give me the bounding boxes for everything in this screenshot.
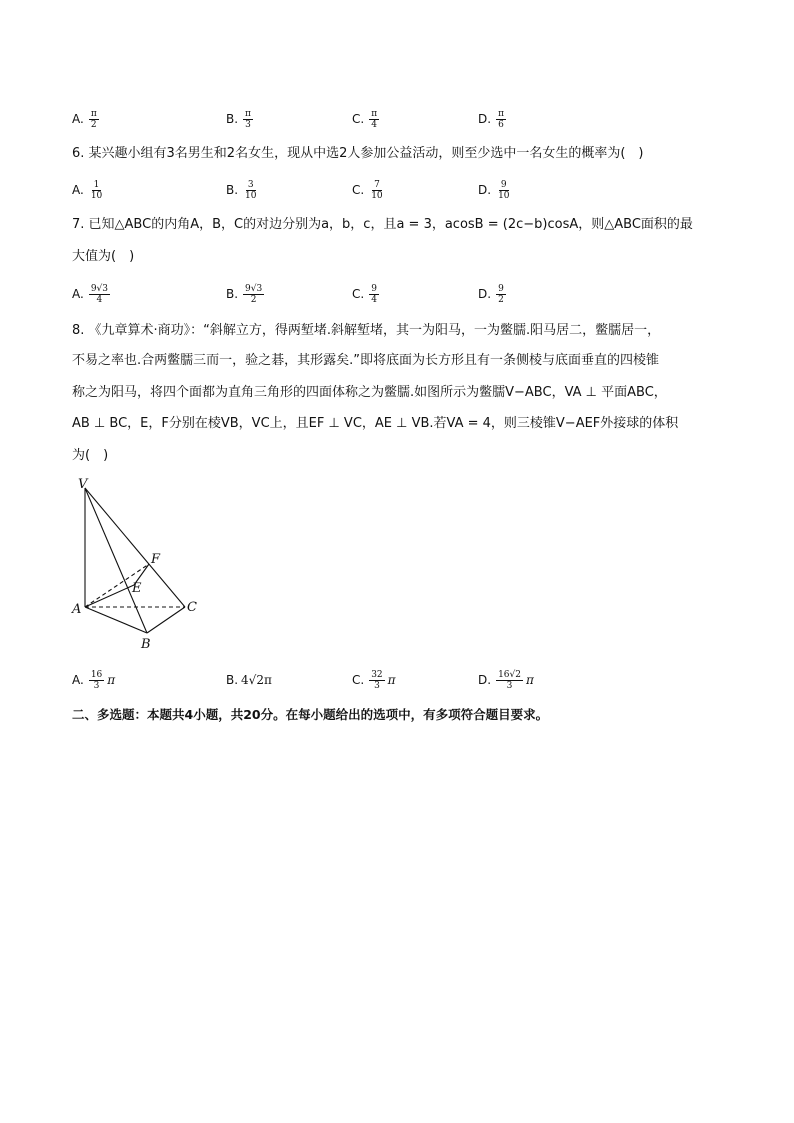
q5-options [72, 106, 722, 132]
q6-option-d: D. $\frac{9}{10}$ [478, 179, 510, 201]
q8-stem-line-1: 8. 《九章算术·商功》：“斜解立方，得两堑堵.斜解堑堵，其一为阳马，一为鳖臑.阳马居二，鳖臑居一， [72, 323, 661, 338]
fraction: $\frac{1}{10}$ [90, 179, 103, 201]
fraction: $\frac{16√2}{3}$ [498, 669, 521, 691]
fraction: $\frac{3}{10}$ [245, 179, 257, 201]
fraction: $\frac{9}{4}$ [371, 283, 377, 305]
fraction: $\frac{9}{2}$ [498, 283, 504, 305]
fraction: $\frac{\pi}{3}$ [245, 108, 251, 130]
q6-options [72, 177, 722, 203]
fraction: $\frac{\pi}{2}$ [90, 108, 97, 130]
label-f: F [151, 552, 161, 567]
fraction: $\frac{\pi}{4}$ [371, 108, 378, 130]
q7-options [72, 281, 722, 307]
q5-option-c: C. $\frac{\pi}{4}$ [352, 108, 378, 130]
q8-stem-line-3: 称之为阳马，将四个面都为直角三角形的四面体称之为鳖臑.如图所示为鳖臑V−ABC，VA ⊥ 平面ABC， [72, 385, 667, 400]
q7-option-a: A. $\frac{9√3}{4}$ [72, 283, 108, 305]
q6-option-a: A. $\frac{1}{10}$ [72, 179, 103, 201]
fraction: $\frac{7}{10}$ [371, 179, 383, 201]
fraction: $\frac{9√3}{4}$ [90, 283, 108, 305]
tetrahedron-figure [70, 478, 210, 654]
q7-option-b: B. $\frac{9√3}{2}$ [226, 283, 263, 305]
q8-options [72, 667, 722, 693]
segment-ae [85, 585, 134, 607]
q8-option-c: C. $\frac{32}{3}$ π [352, 669, 396, 691]
q8-stem-line-4: AB ⊥ BC，E，F分别在棱VB，VC上，且EF ⊥ VC，AE ⊥ VB.若VA = 4，则三棱锥V−AEF外接球的体积 [72, 416, 679, 431]
fraction: $\frac{32}{3}$ [371, 669, 383, 691]
q7-option-d: D. $\frac{9}{2}$ [478, 283, 504, 305]
q7-option-c: C. $\frac{9}{4}$ [352, 283, 377, 305]
q8-option-a: A. $\frac{16}{3}$ π [72, 669, 116, 691]
fraction: $\frac{9√3}{2}$ [245, 283, 263, 305]
label-v: V [78, 478, 88, 492]
label-c: C [187, 600, 197, 615]
q6-option-c: C. $\frac{7}{10}$ [352, 179, 383, 201]
q8-option-d: D. $\frac{16√2}{3}$ π [478, 669, 534, 691]
q5-option-a: A. $\frac{\pi}{2}$ [72, 108, 97, 130]
label-a: A [72, 602, 82, 617]
label-b: B [141, 637, 151, 652]
q7-stem-line-1: 7. 已知△ABC的内角A，B，C的对边分别为a，b，c，且a = 3，acosB = (2c−b)cosA，则△ABC面积的最 [72, 217, 693, 232]
q6-option-b: B. $\frac{3}{10}$ [226, 179, 257, 201]
fraction: $\frac{9}{10}$ [498, 179, 510, 201]
section-2-heading: 二、多选题：本题共4小题，共20分。在每小题给出的选项中，有多项符合题目要求。 [72, 707, 549, 722]
label-e: E [132, 581, 142, 596]
q6-stem: 6. 某兴趣小组有3名男生和2名女生，现从中选2人参加公益活动，则至少选中一名女生的概率为( ) [72, 146, 644, 161]
q8-option-b: B. 4√2π [226, 673, 272, 687]
q7-stem-line-2: 大值为( ) [72, 249, 135, 264]
fraction: $\frac{\pi}{6}$ [498, 108, 504, 130]
q5-option-d: D. $\frac{\pi}{6}$ [478, 108, 504, 130]
q8-stem-line-2: 不易之率也.合两鳖臑三而一，验之碁，其形露矣.”即将底面为长方形且有一条侧棱与底面垂直的四棱锥 [72, 353, 660, 368]
q5-option-b: B. $\frac{\pi}{3}$ [226, 108, 251, 130]
fraction: $\frac{16}{3}$ [90, 669, 103, 691]
q8-stem-line-5: 为( ) [72, 448, 109, 463]
edge-bc [147, 607, 185, 633]
